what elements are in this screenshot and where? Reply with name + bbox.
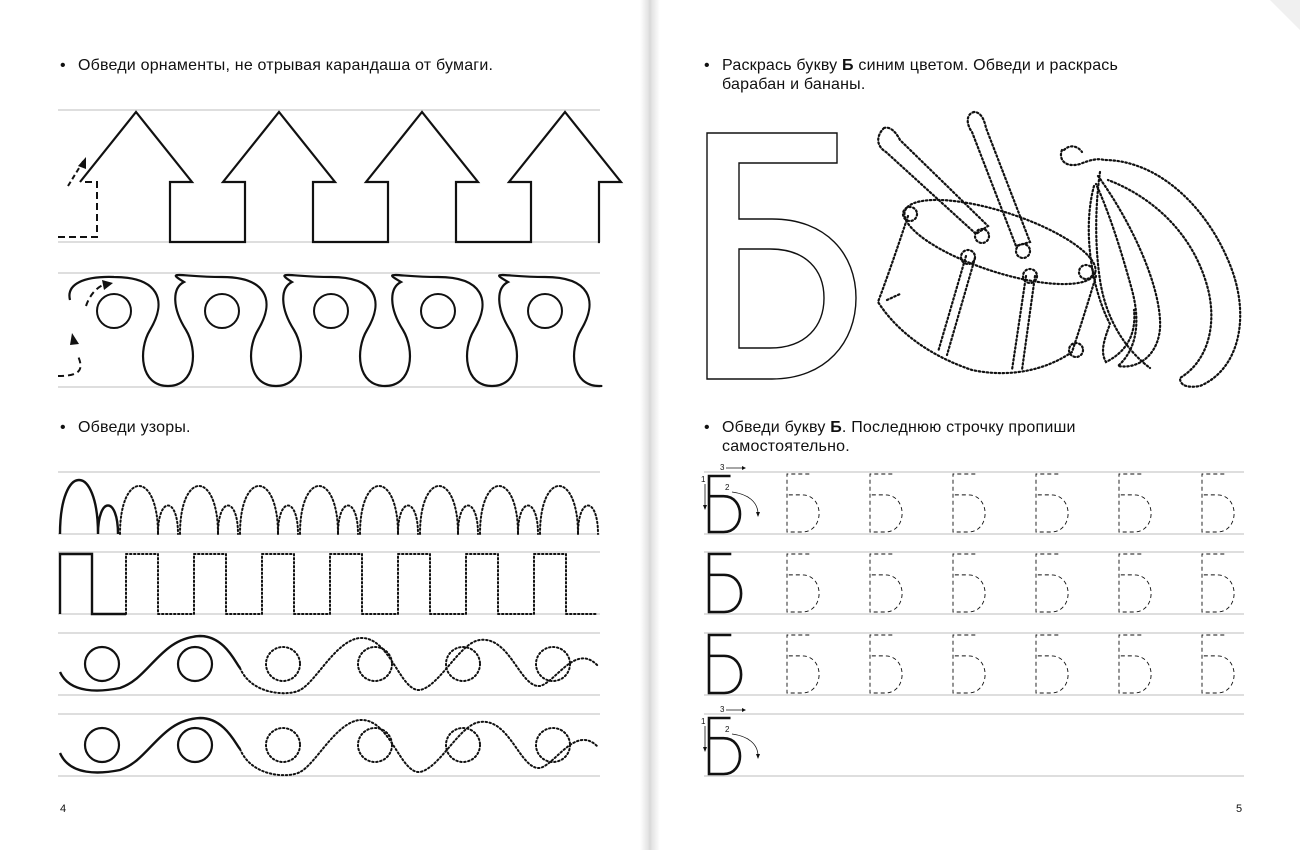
bullet-icon: • (60, 419, 66, 436)
traceable-letter-b[interactable] (870, 554, 902, 612)
stroke-arrow-icon (756, 512, 760, 517)
svg-text:3: 3 (720, 705, 725, 714)
bullet-icon: • (704, 57, 710, 74)
loop-circle (314, 294, 348, 328)
model-letter-b (709, 635, 741, 693)
traceable-letter-b[interactable] (1036, 554, 1068, 612)
task-trace-ornaments-text: Обведи орнаменты, не отрывая карандаша от бумаги. (78, 57, 494, 74)
pattern-meander[interactable] (60, 554, 598, 614)
direction-arrow-icon (70, 333, 79, 345)
page-number-left: 4 (60, 803, 67, 815)
stroke-number-2: 2 (725, 483, 730, 492)
loop-circle (97, 294, 131, 328)
traceable-letter-b[interactable] (870, 474, 902, 532)
page-number-right: 5 (1236, 803, 1243, 815)
wave-circle (178, 647, 212, 681)
bullet-icon: • (704, 419, 710, 436)
stroke-arrow-icon (742, 708, 746, 712)
direction-arrow-icon (78, 157, 86, 169)
task-color-letter-line2: барабан и бананы. (722, 76, 866, 93)
svg-text:1: 1 (701, 717, 706, 726)
task-trace-letter-highlight: Б (830, 419, 842, 436)
big-letter-b-label: Б (707, 378, 709, 380)
pattern-waves-1[interactable] (60, 636, 598, 693)
task-color-letter-text-rest: синим цветом. Обведи и раскрась (853, 57, 1119, 74)
bananas-drawing[interactable] (1061, 146, 1240, 386)
model-letter-b (709, 554, 741, 612)
wave-circle (536, 728, 570, 762)
traceable-letter-b[interactable] (953, 635, 985, 693)
stroke-number-1: 1 (701, 475, 706, 484)
task-color-letter-text: Раскрась букву (722, 57, 843, 74)
traceable-letter-b[interactable] (787, 474, 819, 532)
traceable-letter-b[interactable] (1202, 554, 1234, 612)
loop-circle (421, 294, 455, 328)
right-page-exercises (660, 0, 1300, 850)
stroke-arrow-icon (703, 505, 707, 510)
traceable-letter-b[interactable] (1119, 554, 1151, 612)
traceable-letter-b[interactable] (1119, 474, 1151, 532)
traceable-letter-b[interactable] (1119, 635, 1151, 693)
wave-circle (85, 728, 119, 762)
traceable-letter-b[interactable] (1036, 635, 1068, 693)
page-gutter (640, 0, 660, 850)
loop-circle (205, 294, 239, 328)
traceable-letter-b[interactable] (1202, 474, 1234, 532)
traceable-letter-b[interactable] (953, 554, 985, 612)
drum-drawing[interactable] (878, 112, 1104, 373)
traceable-letter-b[interactable] (953, 474, 985, 532)
task-trace-letter-line2: самостоятельно. (722, 438, 850, 455)
traceable-letter-b[interactable] (870, 635, 902, 693)
stroke-arrow-icon (756, 754, 760, 759)
stroke-arrow-icon (703, 747, 707, 752)
stroke-number-3: 3 (720, 463, 725, 472)
wave-circle (85, 647, 119, 681)
wave-circle (266, 728, 300, 762)
wave-circle (536, 647, 570, 681)
task-trace-letter-text: Обведи букву (722, 419, 831, 436)
wave-circle (446, 647, 480, 681)
loop-circle (528, 294, 562, 328)
task-trace-letter-text-rest: . Последнюю строчку пропиши (841, 419, 1076, 436)
ornament-arrows[interactable] (58, 112, 621, 242)
stroke-arrow-icon (742, 466, 746, 470)
task-color-letter-highlight: Б (842, 57, 854, 74)
wave-circle (178, 728, 212, 762)
ornament-loops[interactable] (58, 275, 601, 386)
wave-circle (358, 647, 392, 681)
task-trace-patterns-text: Обведи узоры. (78, 419, 191, 436)
big-letter-b-outline[interactable] (707, 133, 856, 379)
traceable-letter-b[interactable] (787, 554, 819, 612)
traceable-letter-b[interactable] (1202, 635, 1234, 693)
traceable-letter-b[interactable] (1036, 474, 1068, 532)
svg-text:2: 2 (725, 725, 730, 734)
pattern-waves-2[interactable] (60, 718, 598, 775)
direction-arrow-icon (102, 280, 113, 290)
bullet-icon: • (60, 57, 66, 74)
pattern-arches[interactable] (60, 480, 598, 534)
wave-circle (358, 728, 392, 762)
left-page-exercises (0, 0, 640, 850)
traceable-letter-b[interactable] (787, 635, 819, 693)
letter-guide-lines (704, 472, 1244, 776)
wave-circle (266, 647, 300, 681)
